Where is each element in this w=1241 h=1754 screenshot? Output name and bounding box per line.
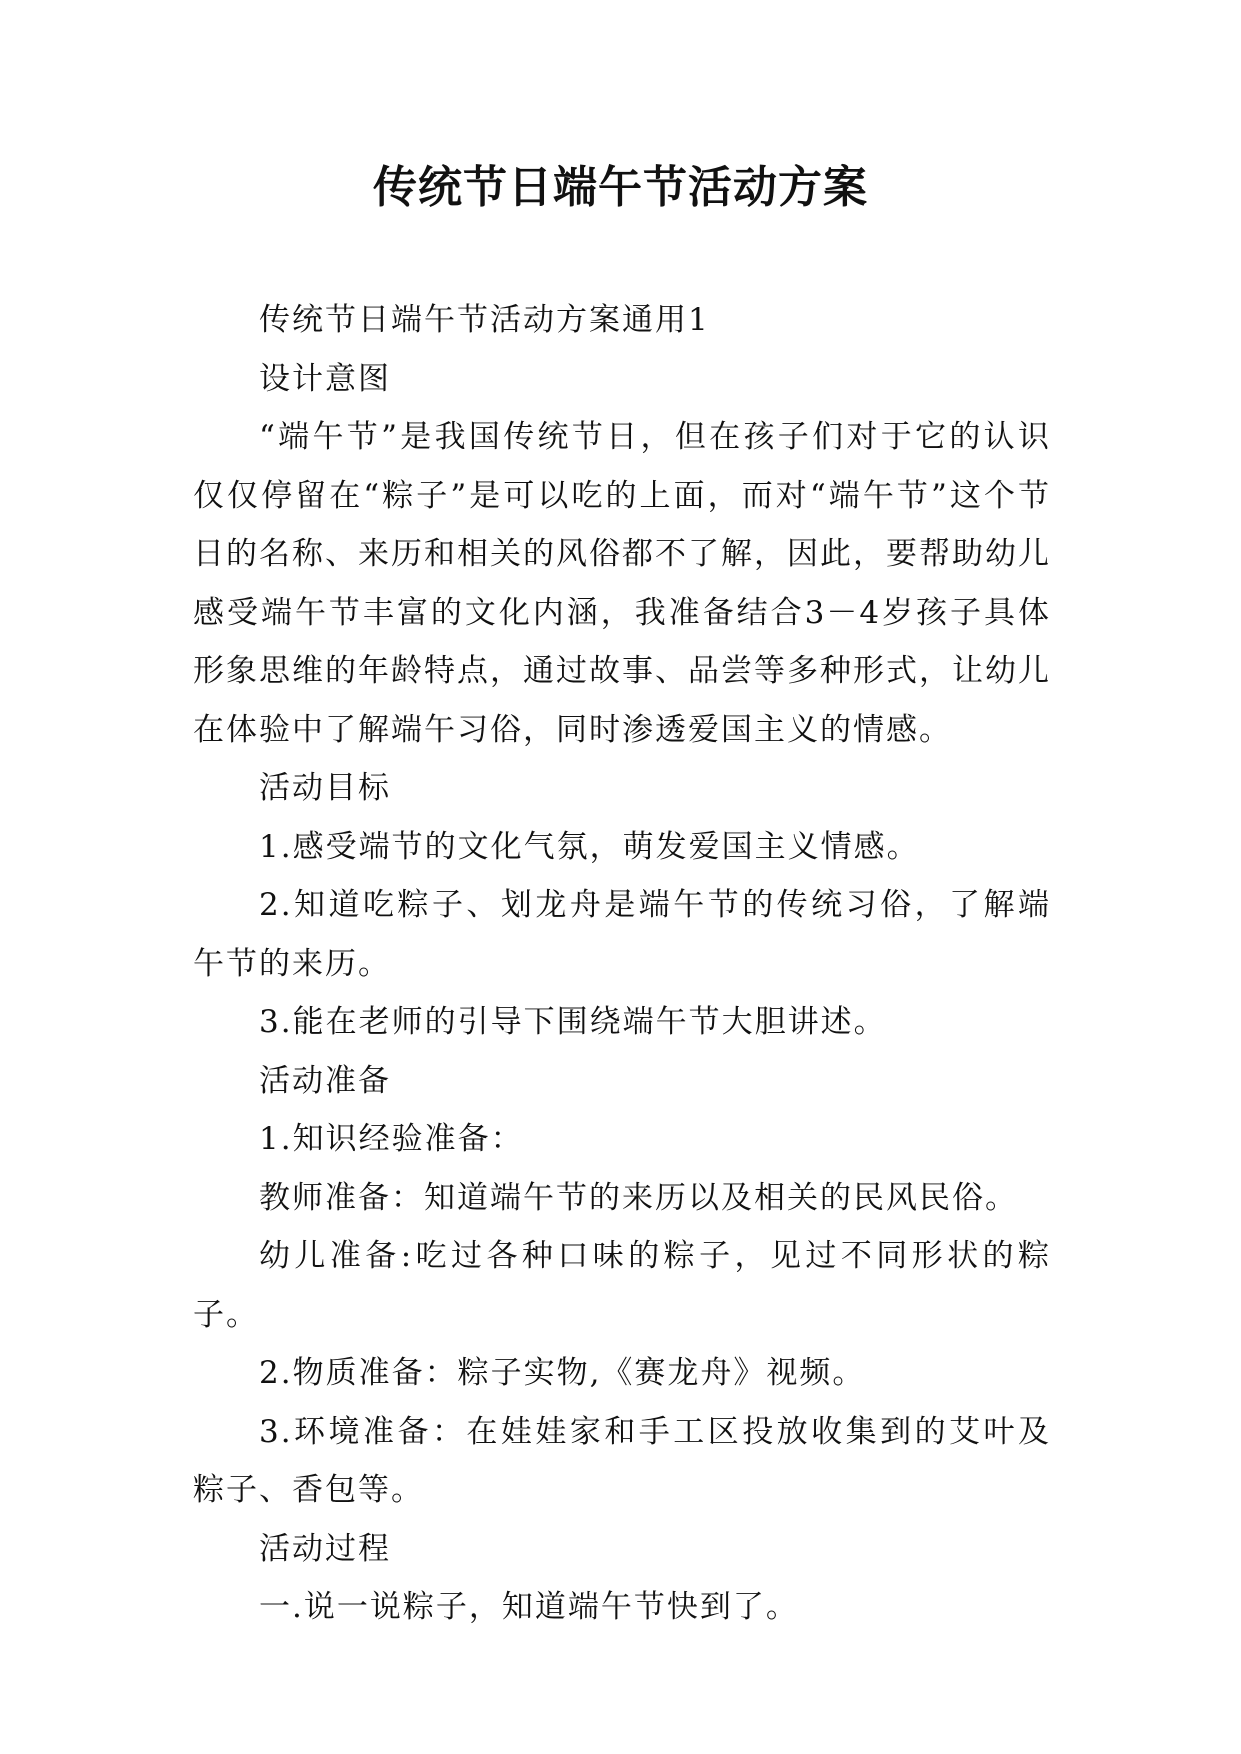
prep-item-materials: 2.物质准备：粽子实物,《赛龙舟》视频。 — [259, 1355, 866, 1391]
section-heading-goals: 活动目标 — [259, 770, 391, 806]
goal-item-3: 3.能在老师的引导下围绕端午节大胆讲述。 — [259, 1004, 887, 1040]
section-heading-process: 活动过程 — [259, 1530, 391, 1567]
paragraph-heading-general: 传统节日端午节活动方案通用1 — [259, 302, 710, 338]
prep-item-environment: 3.环境准备：在娃娃家和手工区投放收集到的艾叶及粽子、香包等。 — [193, 1413, 1051, 1508]
prep-item-children: 幼儿准备:吃过各种口味的粽子，见过不同形状的粽子。 — [193, 1238, 1051, 1333]
process-step-1: 一.说一说粽子，知道端午节快到了。 — [259, 1589, 799, 1625]
goal-item-1: 1.感受端节的文化气氛，萌发爱国主义情感。 — [259, 828, 920, 865]
prep-item-knowledge: 1.知识经验准备： — [259, 1121, 524, 1157]
goal-item-2: 2.知道吃粽子、划龙舟是端午节的传统习俗，了解端午节的来历。 — [193, 887, 1051, 982]
document-body — [193, 291, 1051, 1637]
prep-item-teacher: 教师准备：知道端午节的来历以及相关的民风民俗。 — [259, 1179, 1018, 1216]
section-heading-preparation: 活动准备 — [259, 1062, 391, 1099]
paragraph-design-intent: “端午节”是我国传统节日，但在孩子们对于它的认识仅仅停留在“粽子”是可以吃的上面，而对“端午节”这个节日的名称、来历和相关的风俗都不了解，因此，要帮助幼儿感受端午节丰富的文化内涵，我准备结合3－4岁孩子具体形象思维的年龄特点，通过故事、品尝等多种形式，让幼儿在体验中了解端午习俗，同时渗透爱国主义的情感。 — [193, 419, 1051, 748]
section-heading-design-intent: 设计意图 — [259, 360, 391, 397]
document-title: 传统节日端午节活动方案 — [373, 162, 868, 213]
